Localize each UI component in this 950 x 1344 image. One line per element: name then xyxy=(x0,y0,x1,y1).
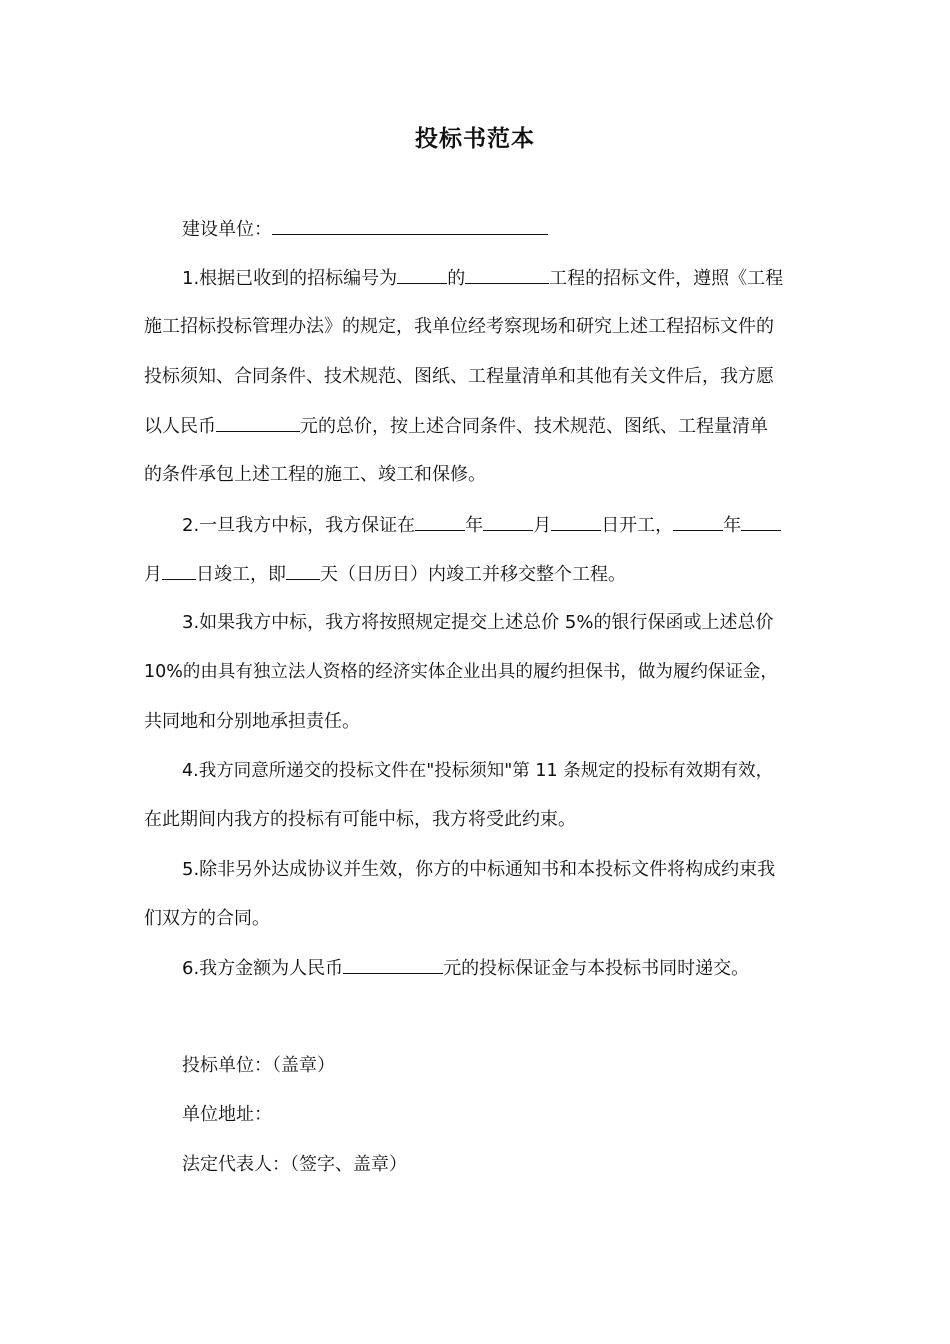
start-day-blank[interactable] xyxy=(551,512,601,531)
p2-text: 天（日历日）内竣工并移交整个工程。 xyxy=(320,564,626,585)
paragraph-2-line-2 xyxy=(144,561,824,588)
p2-text: 月 xyxy=(533,515,552,536)
start-year-blank[interactable] xyxy=(415,512,465,531)
p1-text: 1.根据已收到的招标编号为 xyxy=(182,268,398,289)
paragraph-4-line-1: 4.我方同意所递交的投标文件在"投标须知"第 11 条规定的投标有效期有效， xyxy=(182,761,774,781)
finish-day-blank[interactable] xyxy=(162,561,196,580)
start-month-blank[interactable] xyxy=(483,512,533,531)
construction-unit-blank[interactable] xyxy=(272,216,548,235)
finish-month-blank[interactable] xyxy=(741,512,781,531)
p1-text: 以人民币 xyxy=(144,416,216,437)
paragraph-5-line-2: 们双方的合同。 xyxy=(144,908,270,929)
paragraph-1-line-5: 的条件承包上述工程的施工、竣工和保修。 xyxy=(144,464,486,485)
unit-address-label: 单位地址： xyxy=(182,1104,272,1125)
paragraph-3-line-2: 10%的由具有独立法人资格的经济实体企业出具的履约担保书，做为履约保证金， xyxy=(144,662,778,682)
p1-text: 元的总价，按上述合同条件、技术规范、图纸、工程量清单 xyxy=(300,416,768,437)
construction-unit-line xyxy=(182,216,824,243)
legal-representative-label: 法定代表人：（签字、盖章） xyxy=(182,1154,407,1175)
p1-text: 工程的招标文件，遵照《工程 xyxy=(549,268,784,289)
tender-number-blank[interactable] xyxy=(397,265,447,284)
paragraph-1-line-4 xyxy=(144,413,824,440)
paragraph-6-line-1 xyxy=(182,955,824,982)
p2-text: 月 xyxy=(144,564,162,585)
paragraph-3-line-3: 共同地和分别地承担责任。 xyxy=(144,711,360,732)
p2-text: 日竣工，即 xyxy=(196,564,286,585)
project-name-blank[interactable] xyxy=(465,265,549,284)
p6-text: 6.我方金额为人民币 xyxy=(182,958,344,979)
p2-text: 2.一旦我方中标，我方保证在 xyxy=(182,515,416,536)
duration-days-blank[interactable] xyxy=(286,561,320,580)
paragraph-1-line-1 xyxy=(182,265,824,292)
p2-text: 年 xyxy=(723,515,742,536)
p2-text: 日开工， xyxy=(601,515,674,536)
p6-text: 元的投标保证金与本投标书同时递交。 xyxy=(443,958,750,979)
document-title: 投标书范本 xyxy=(415,126,535,152)
p1-text: 的 xyxy=(447,268,466,289)
paragraph-1-line-2: 施工招标投标管理办法》的规定，我单位经考察现场和研究上述工程招标文件的 xyxy=(144,316,774,337)
total-price-blank[interactable] xyxy=(216,413,300,432)
paragraph-2-line-1 xyxy=(182,512,824,539)
p2-text: 年 xyxy=(465,515,484,536)
paragraph-5-line-1: 5.除非另外达成协议并生效，你方的中标通知书和本投标文件将构成约束我 xyxy=(182,859,776,880)
finish-year-blank[interactable] xyxy=(673,512,723,531)
paragraph-4-line-2: 在此期间内我方的投标有可能中标，我方将受此约束。 xyxy=(144,809,576,830)
paragraph-1-line-3: 投标须知、合同条件、技术规范、图纸、工程量清单和其他有关文件后，我方愿 xyxy=(144,366,774,387)
bidder-unit-label: 投标单位：（盖章） xyxy=(182,1055,335,1076)
construction-unit-label: 建设单位： xyxy=(182,219,272,240)
paragraph-3-line-1: 3.如果我方中标，我方将按照规定提交上述总价 5%的银行保函或上述总价 xyxy=(182,612,774,633)
bid-bond-amount-blank[interactable] xyxy=(343,955,443,974)
